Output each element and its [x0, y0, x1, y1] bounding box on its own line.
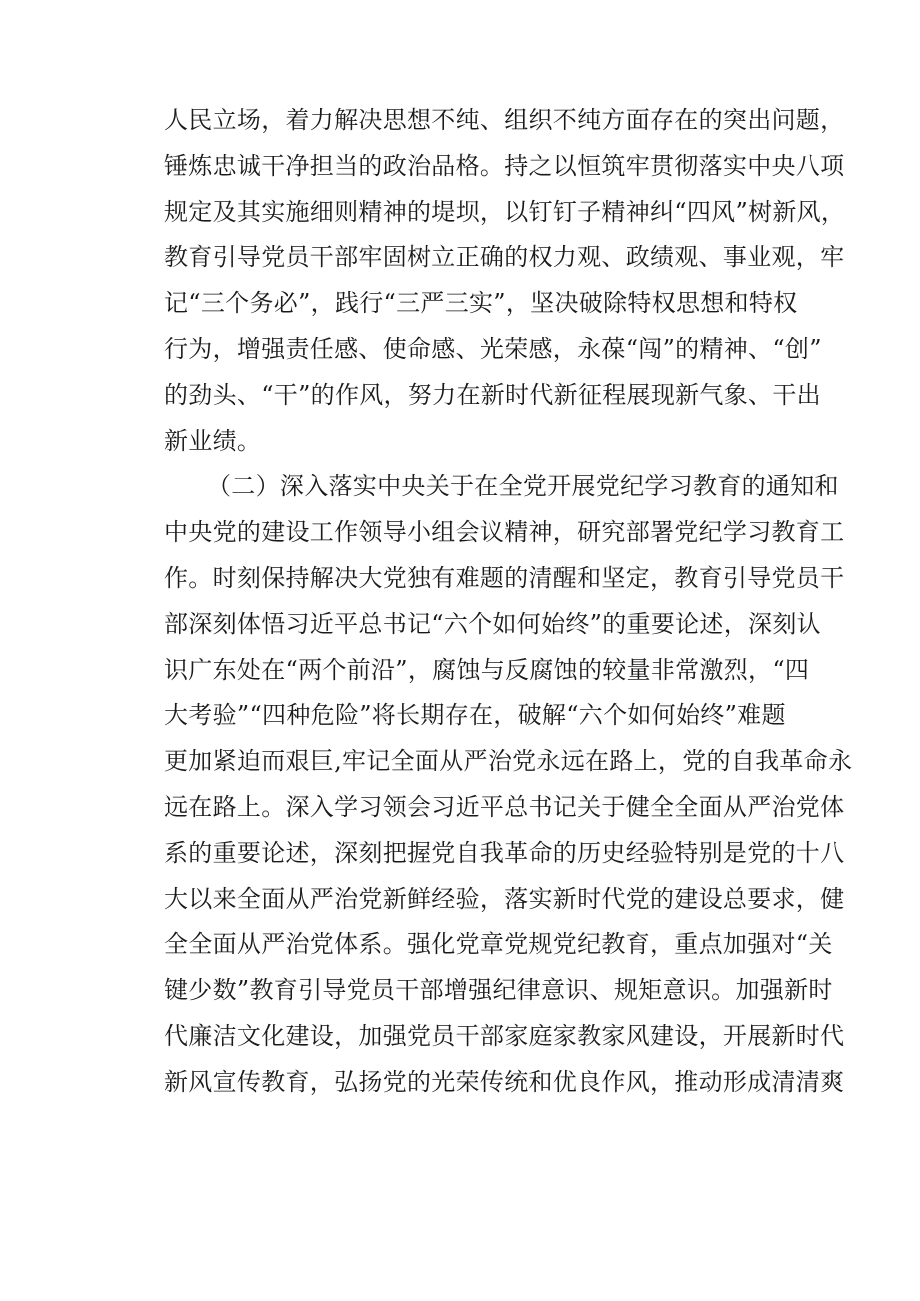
text-line: 教育引导党员干部牢固树立正确的权力观、政绩观、事业观，牢 [164, 243, 845, 272]
text-line: 全全面从严治党体系。强化党章党规党纪教育，重点加强对“关 [164, 930, 833, 959]
text-line: 新业绩。 [164, 426, 262, 455]
text-line: 代廉洁文化建设，加强党员干部家庭家教家风建设，开展新时代 [164, 1021, 845, 1050]
text-line: 作。时刻保持解决大党独有难题的清醒和坚定，教育引导党员干 [164, 563, 845, 592]
text-line: 部深刻体悟习近平总书记“六个如何始终”的重要论述，深刻认 [164, 609, 821, 638]
text-line: 键少数”教育引导党员干部增强纪律意识、规矩意识。加强新时 [164, 976, 833, 1005]
text-line-indented: （二）深入落实中央关于在全党开展党纪学习教育的通知和 [207, 472, 839, 501]
text-line: 大考验”“四种危险”将长期存在，破解“六个如何始终”难题 [164, 701, 786, 730]
text-line: 行为，增强责任感、使命感、光荣感，永葆“闯”的精神、“创” [164, 334, 822, 363]
text-line: 的劲头、“干”的作风，努力在新时代新征程展现新气象、干出 [164, 380, 821, 409]
paragraph-1 [164, 98, 846, 464]
paragraph-2 [164, 464, 853, 1105]
text-line: 锤炼忠诚干净担当的政治品格。持之以恒筑牢贯彻落实中央八项 [164, 151, 845, 180]
text-line: 人民立场，着力解决思想不纯、组织不纯方面存在的突出问题， [164, 106, 845, 134]
text-line: 识广东处在“两个前沿”，腐蚀与反腐蚀的较量非常激烈，“四 [164, 655, 810, 684]
text-line: 记“三个务必”，践行“三严三实”，坚决破除特权思想和特权 [164, 289, 798, 318]
text-line: 新风宣传教育，弘扬党的光荣传统和优良作风，推动形成清清爽 [164, 1067, 845, 1096]
document-body [164, 98, 853, 1106]
text-line: 远在路上。深入学习领会习近平总书记关于健全全面从严治党体 [164, 792, 845, 821]
text-line: 系的重要论述，深刻把握党自我革命的历史经验特别是党的十八 [164, 838, 845, 867]
text-line: 更加紧迫而艰巨,牢记全面从严治党永远在路上，党的自我革命永 [164, 747, 853, 776]
text-line: 中央党的建设工作领导小组会议精神，研究部署党纪学习教育工 [164, 518, 845, 547]
text-line: 规定及其实施细则精神的堤坝，以钉钉子精神纠“四风”树新风， [164, 197, 846, 226]
text-line: 大以来全面从严治党新鲜经验，落实新时代党的建设总要求，健 [164, 884, 845, 913]
